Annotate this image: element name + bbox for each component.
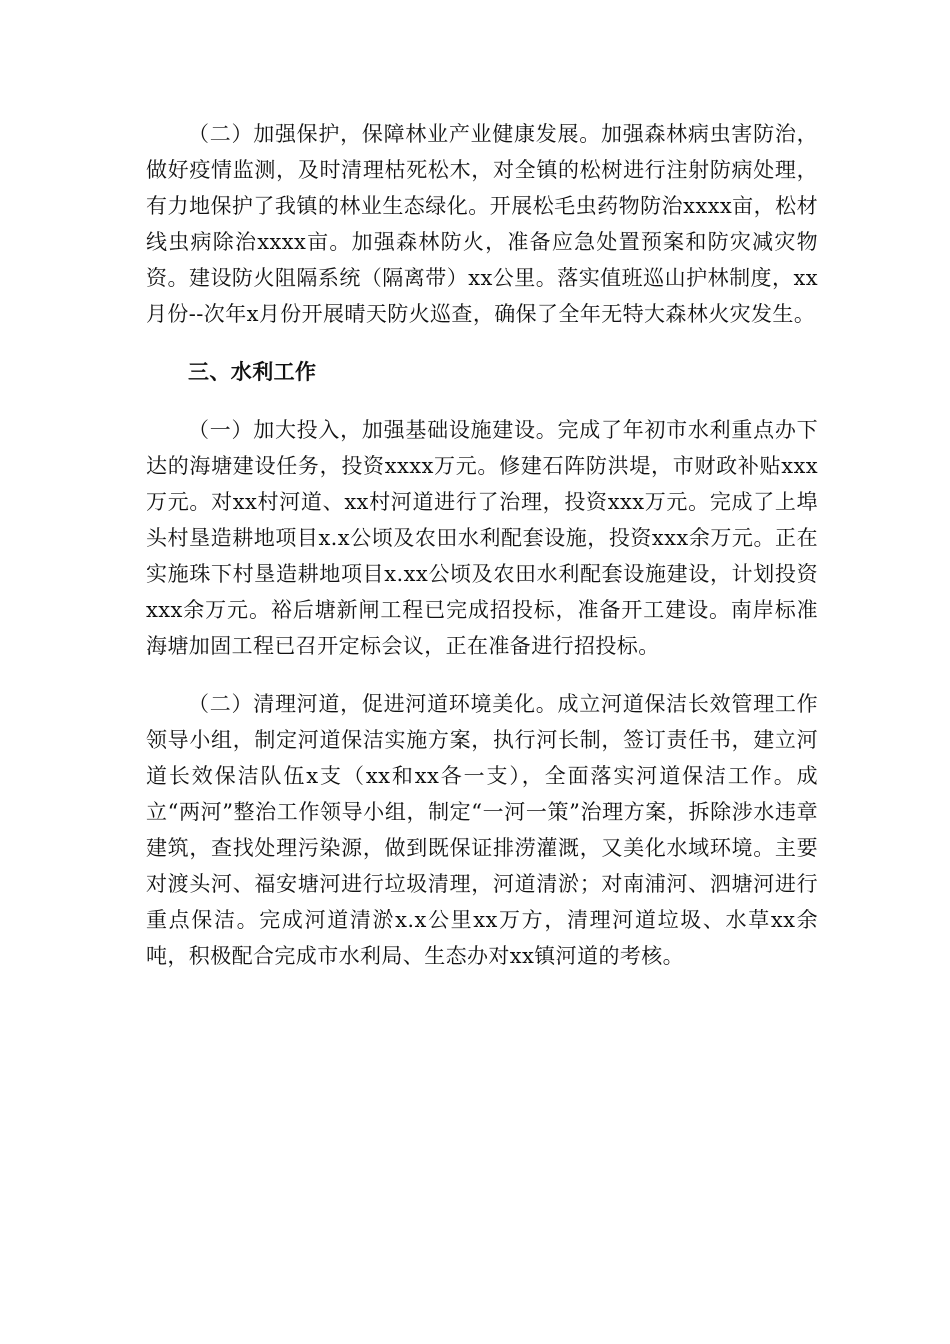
paragraph-forestry-protection: （二）加强保护，保障林业产业健康发展。加强森林病虫害防治，做好疫情监测，及时清理枯死松木，对全镇的松树进行注射防病处理，有力地保护了我镇的林业生态绿化。开展松毛虫药物防治xxxx亩，松材线虫病除治xxxx亩。加强森林防火，准备应急处置预案和防灾减灾物资。建设防火阻隔系统（隔离带）xx公里。落实值班巡山护林制度，xx月份--次年x月份开展晴天防火巡查，确保了全年无特大森林火灾发生。 (146, 122, 818, 326)
section-heading-water-conservancy: 三、水利工作 (188, 360, 317, 384)
paragraph-investment-infrastructure: （一）加大投入，加强基础设施建设。完成了年初市水利重点办下达的海塘建设任务，投资xxxx万元。修建石阵防洪堤，市财政补贴xxx万元。对xx村河道、xx村河道进行了治理，投资xxx万元。完成了上埠头村垦造耕地项目x.x公顷及农田水利配套设施，投资xxx余万元。正在实施珠下村垦造耕地项目x.xx公顷及农田水利配套设施建设，计划投资xxx余万元。裕后塘新闸工程已完成招投标，准备开工建设。南岸标准海塘加固工程已召开定标会议，正在准备进行招投标。 (146, 418, 818, 658)
paragraph-river-cleanup: （二）清理河道，促进河道环境美化。成立河道保洁长效管理工作领导小组，制定河道保洁实施方案，执行河长制，签订责任书，建立河道长效保洁队伍x支（xx和xx各一支），全面落实河道保洁工作。成立“两河”整治工作领导小组，制定“一河一策”治理方案，拆除涉水违章建筑，查找处理污染源，做到既保证排涝灌溉，又美化水域环境。主要对渡头河、福安塘河进行垃圾清理，河道清淤；对南浦河、泗塘河进行重点保洁。完成河道清淤x.x公里xx万方，清理河道垃圾、水草xx余吨，积极配合完成市水利局、生态办对xx镇河道的考核。 (146, 692, 818, 968)
document-body (146, 116, 818, 974)
